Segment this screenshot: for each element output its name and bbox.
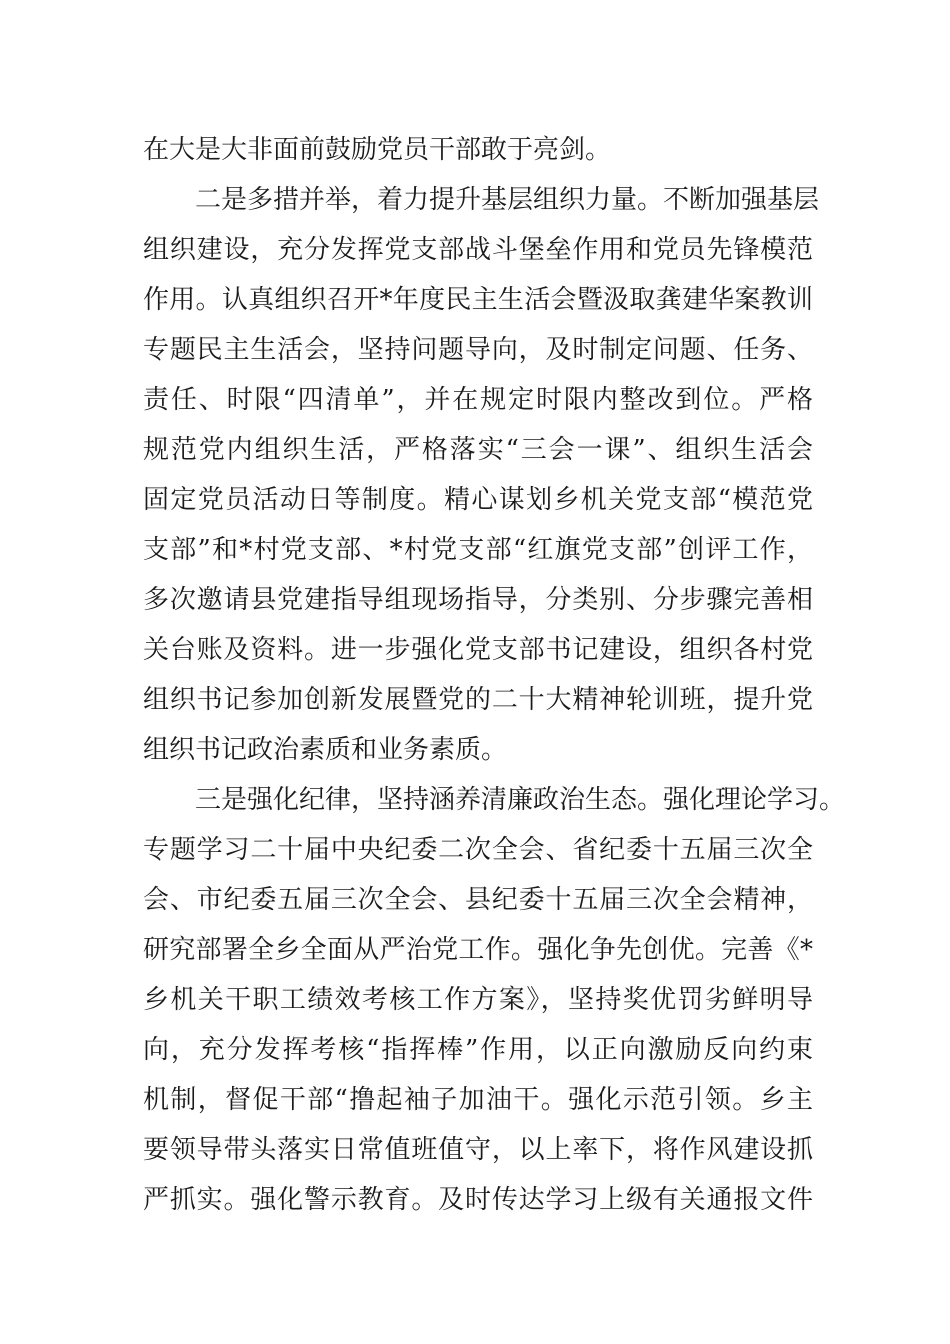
- text-line: 组织建设，充分发挥党支部战斗堡垒作用和党员先锋模范: [143, 235, 813, 265]
- text-line: 三是强化纪律，坚持涵养清廉政治生态。强化理论学习。: [195, 785, 846, 815]
- text-line: 组织书记参加创新发展暨党的二十大精神轮训班，提升党: [143, 685, 813, 715]
- text-line: 会、市纪委五届三次全会、县纪委十五届三次全会精神，: [143, 885, 813, 915]
- text-line: 二是多措并举，着力提升基层组织力量。不断加强基层: [195, 185, 820, 215]
- text-line: 要领导带头落实日常值班值守，以上率下，将作风建设抓: [143, 1135, 813, 1165]
- text-line: 在大是大非面前鼓励党员干部敢于亮剑。: [143, 135, 612, 165]
- text-line: 机制，督促干部“撸起袖子加油干。强化示范引领。乡主: [143, 1085, 813, 1115]
- text-line: 严抓实。强化警示教育。及时传达学习上级有关通报文件: [143, 1185, 813, 1215]
- text-line: 责任、时限“四清单”，并在规定时限内整改到位。严格: [143, 385, 813, 415]
- text-line: 作用。认真组织召开*年度民主生活会暨汲取龚建华案教训: [143, 285, 813, 315]
- text-line: 关台账及资料。进一步强化党支部书记建设，组织各村党: [143, 635, 813, 665]
- text-line: 专题学习二十届中央纪委二次全会、省纪委十五届三次全: [143, 835, 813, 865]
- text-line: 固定党员活动日等制度。精心谋划乡机关党支部“模范党: [143, 485, 813, 515]
- text-line: 乡机关干职工绩效考核工作方案》，坚持奖优罚劣鲜明导: [143, 985, 813, 1015]
- text-line: 向，充分发挥考核“指挥棒”作用，以正向激励反向约束: [143, 1035, 813, 1065]
- text-line: 多次邀请县党建指导组现场指导，分类别、分步骤完善相: [143, 585, 813, 615]
- text-line: 规范党内组织生活，严格落实“三会一课”、组织生活会: [143, 435, 813, 465]
- text-line: 研究部署全乡全面从严治党工作。强化争先创优。完善《*: [143, 935, 813, 965]
- text-line: 组织书记政治素质和业务素质。: [143, 735, 508, 765]
- text-line: 支部”和*村党支部、*村党支部“红旗党支部”创评工作，: [143, 535, 813, 565]
- text-line: 专题民主生活会，坚持问题导向，及时制定问题、任务、: [143, 335, 813, 365]
